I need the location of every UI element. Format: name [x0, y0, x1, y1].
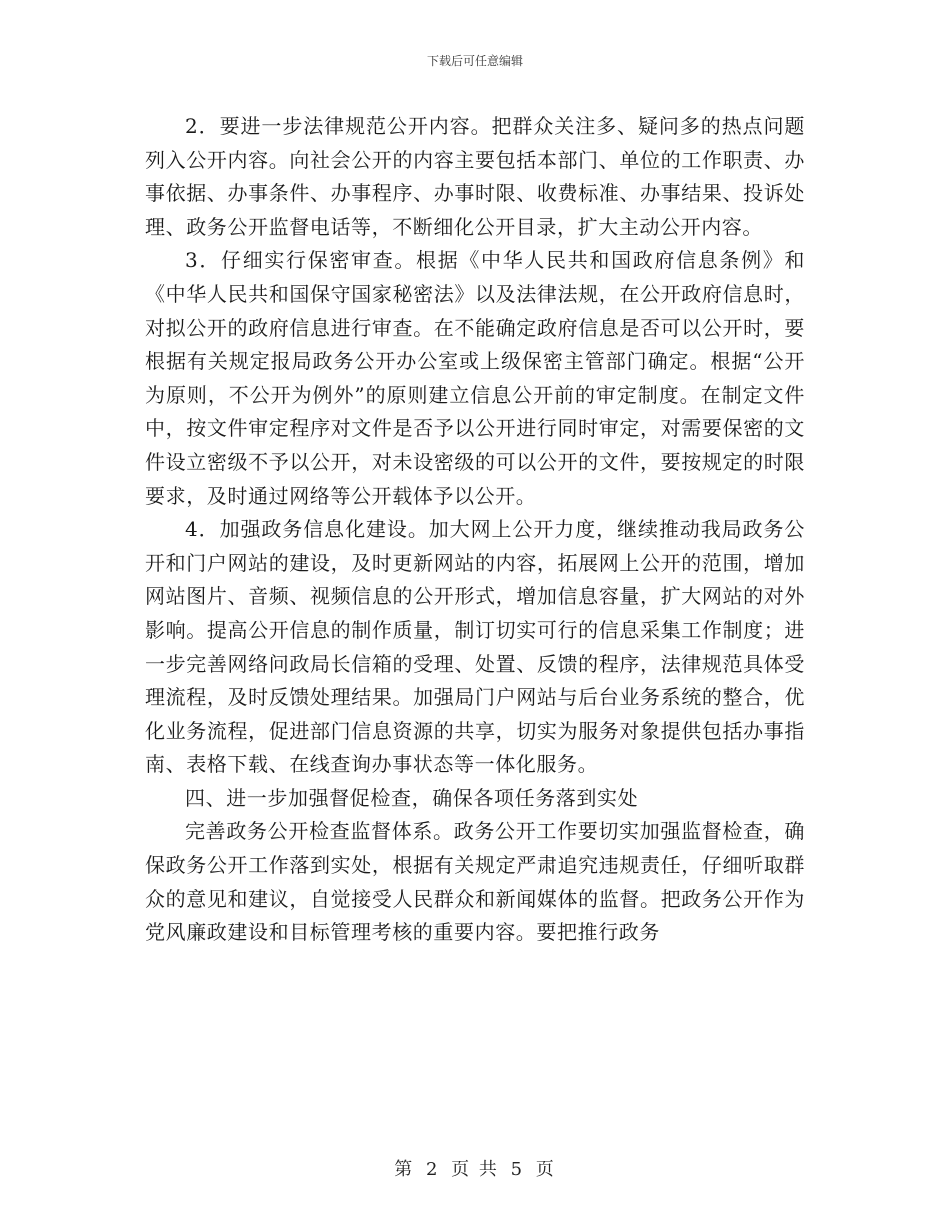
footer-page-number: 2 — [425, 1159, 440, 1180]
footer-middle: 页 共 — [451, 1159, 499, 1180]
footer-prefix: 第 — [394, 1159, 415, 1180]
page-footer — [0, 1155, 950, 1181]
paragraph-supervision: 完善政务公开检查监督体系。政务公开工作要切实加强监督检查，确保政务公开工作落到实处，根据有关规定严肃追究违规责任，仔细听取群众的意见和建议，自觉接受人民群众和新闻媒体的监督。把政务公开作为党风廉政建设和目标管理考核的重要内容。要把推行政务 — [145, 819, 805, 945]
paragraph-item-2: 2．要进一步法律规范公开内容。把群众关注多、疑问多的热点问题列入公开内容。向社会公开的内容主要包括本部门、单位的工作职责、办事依据、办事条件、办事程序、办事时限、收费标准、办事结果、投诉处理、政务公开监督电话等，不断细化公开目录，扩大主动公开内容。 — [145, 114, 805, 239]
document-body — [145, 110, 805, 950]
footer-suffix: 页 — [535, 1159, 556, 1180]
page-header: 下载后可任意编辑 — [426, 54, 523, 68]
footer-total-pages: 5 — [510, 1159, 525, 1180]
paragraph-item-4: 4．加强政务信息化建设。加大网上公开力度，继续推动我局政务公开和门户网站的建设，及时更新网站的内容，拓展网上公开的范围，增加网站图片、音频、视频信息的公开形式，增加信息容量，扩大网站的对外影响。提高公开信息的制作质量，制订切实可行的信息采集工作制度；进一步完善网络问政局长信箱的受理、处置、反馈的程序，法律规范具体受理流程，及时反馈处理结果。加强局门户网站与后台业务系统的整合，优化业务流程，促进部门信息资源的共享，切实为服务对象提供包括办事指南、表格下载、在线查询办事状态等一体化服务。 — [145, 517, 805, 777]
paragraph-item-3: 3．仔细实行保密审查。根据《中华人民共和国政府信息条例》和《中华人民共和国保守国家秘密法》以及法律法规，在公开政府信息时，对拟公开的政府信息进行审查。在不能确定政府信息是否可以公开时，要根据有关规定报局政务公开办公室或上级保密主管部门确定。根据“公开为原则，不公开为例外”的原则建立信息公开前的审定制度。在制定文件中，按文件审定程序对文件是否予以公开进行同时审定，对需要保密的文件设立密级不予以公开，对未设密级的可以公开的文件，要按规定的时限要求，及时通过网络等公开载体予以公开。 — [145, 248, 805, 508]
section-heading-4: 四、进一步加强督促检查，确保各项任务落到实处 — [185, 785, 639, 810]
